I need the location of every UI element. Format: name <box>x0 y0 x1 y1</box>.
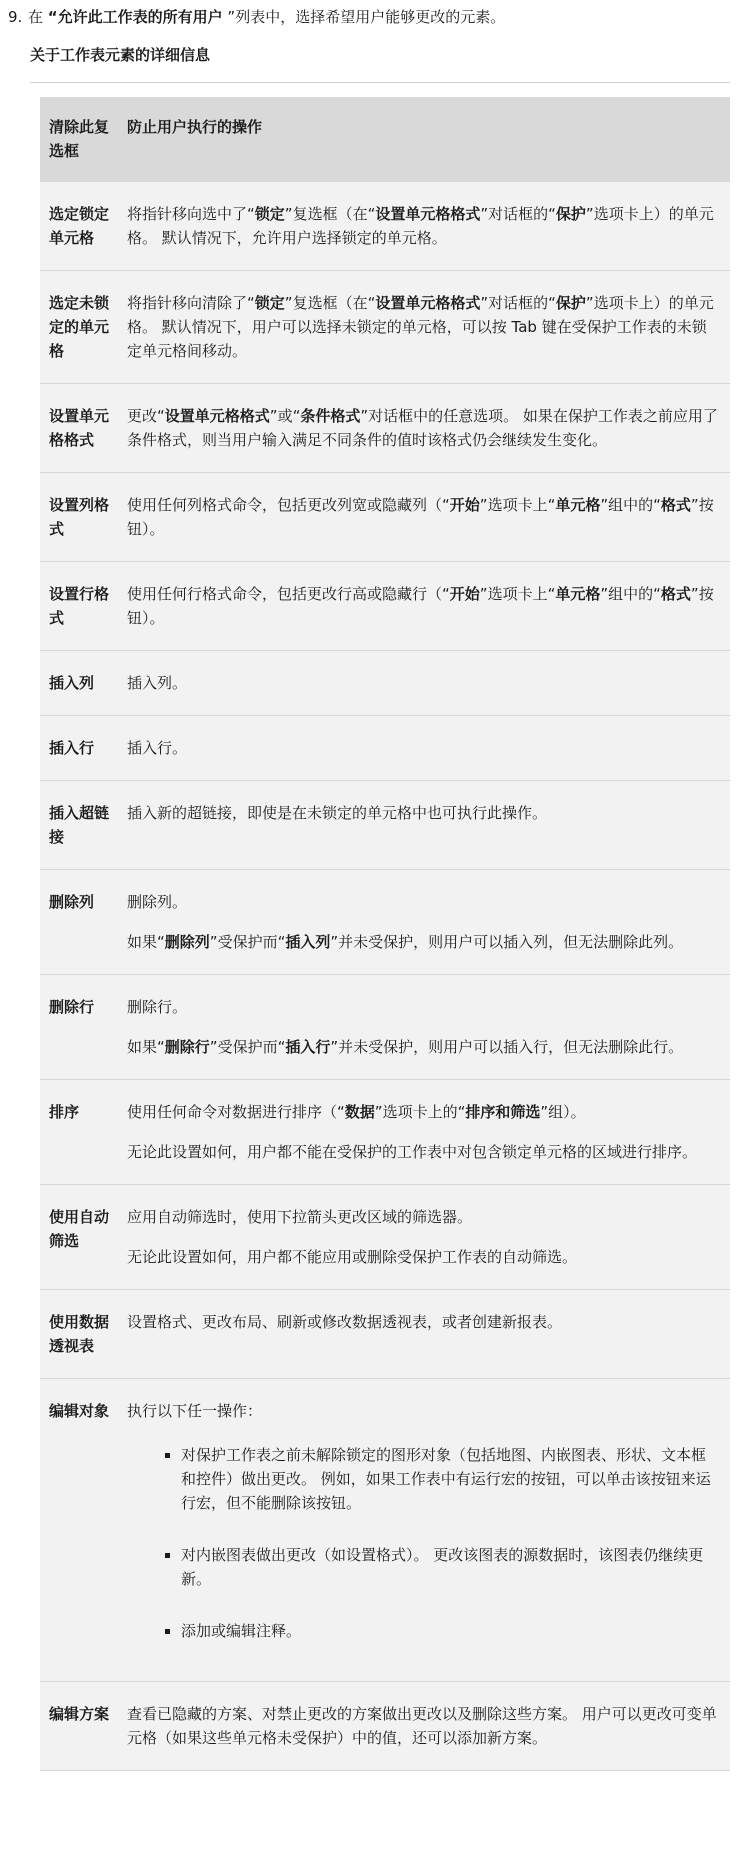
text-run: 将指针移向清除了“ <box>127 294 255 312</box>
text-run: ”并未受保护，则用户可以插入行，但无法删除此行。 <box>330 1038 684 1056</box>
text-run: 应用自动筛选时，使用下拉箭头更改区域的筛选器。 <box>127 1208 473 1226</box>
description-paragraph <box>127 1205 718 1229</box>
element-name: 使用数据透视表 <box>49 1313 110 1355</box>
element-name: 插入列 <box>49 674 95 692</box>
description-paragraph <box>127 890 718 914</box>
bold-term: 锁定 <box>254 205 285 223</box>
list-item: ▪ 添加或编辑注释。 <box>181 1619 718 1643</box>
element-name: 设置单元格格式 <box>49 407 110 449</box>
element-name: 插入行 <box>49 739 95 757</box>
text-run: 更改“ <box>127 407 165 425</box>
element-description <box>127 1290 730 1378</box>
note-paragraph <box>127 1245 718 1269</box>
element-description <box>127 781 730 869</box>
bold-term: 开始 <box>449 585 480 603</box>
description-paragraph <box>127 202 718 250</box>
description-paragraph <box>127 404 718 452</box>
element-name: 编辑对象 <box>49 1402 110 1420</box>
table-row <box>40 1290 730 1379</box>
text-run: 使用任何行格式命令，包括更改行高或隐藏行（“ <box>127 585 450 603</box>
element-name: 删除行 <box>49 998 95 1016</box>
description-paragraph <box>127 736 718 760</box>
text-run: ”选项卡上的“ <box>374 1103 466 1121</box>
text-run: 使用任何命令对数据进行排序（“ <box>127 1103 345 1121</box>
description-paragraph <box>127 1399 718 1423</box>
text-run: 设置格式、更改布局、刷新或修改数据透视表，或者创建新报表。 <box>127 1313 563 1331</box>
table-row <box>40 781 730 870</box>
description-paragraph <box>127 291 718 363</box>
table-row <box>40 1379 730 1682</box>
element-name: 设置行格式 <box>49 585 110 627</box>
element-description <box>127 1185 730 1289</box>
bold-term: 插入行 <box>285 1038 331 1056</box>
text-run: 删除行。 <box>127 998 188 1016</box>
list-item: ▪ 对内嵌图表做出更改（如设置格式）。 更改该图表的源数据时，该图表仍继续更新。 <box>181 1543 718 1591</box>
table-header <box>40 97 730 182</box>
step-number: 9. <box>8 8 23 26</box>
details-title: 关于工作表元素的详细信息 <box>30 44 730 83</box>
note-paragraph <box>127 1140 718 1164</box>
text-run: 无论此设置如何，用户都不能应用或删除受保护工作表的自动筛选。 <box>127 1248 578 1266</box>
description-paragraph <box>127 671 718 695</box>
note-paragraph <box>127 930 718 954</box>
table-row <box>40 182 730 271</box>
text-run: ”受保护而“ <box>209 1038 286 1056</box>
list-item: ▪ 对保护工作表之前未解除锁定的图形对象（包括地图、内嵌图表、形状、文本框和控件）做出更改。 例如，如果工作表中有运行宏的按钮，可以单击该按钮来运行宏，但不能删除该按钮。 <box>181 1443 718 1515</box>
step-prefix: 在 <box>28 8 48 26</box>
element-description <box>127 271 730 383</box>
table-row <box>40 870 730 975</box>
description-paragraph <box>127 1310 718 1334</box>
description-paragraph <box>127 801 718 825</box>
bold-term: 数据 <box>344 1103 375 1121</box>
element-name: 设置列格式 <box>49 496 110 538</box>
bold-term: 格式 <box>660 585 691 603</box>
element-name: 删除列 <box>49 893 95 911</box>
text-run: ”组）。 <box>540 1103 586 1121</box>
description-paragraph <box>127 1702 718 1750</box>
text-run: ”按钮）。 <box>127 496 714 538</box>
element-name: 选定锁定单元格 <box>49 205 110 247</box>
text-run: 如果“ <box>127 1038 165 1056</box>
table-row <box>40 1185 730 1290</box>
bold-term: 设置单元格格式 <box>164 407 270 425</box>
element-description <box>127 1379 730 1681</box>
text-run: 插入新的超链接，即使是在未锁定的单元格中也可执行此操作。 <box>127 804 548 822</box>
bold-term: 保护 <box>555 205 586 223</box>
bold-term: 条件格式 <box>300 407 361 425</box>
element-description <box>127 473 730 561</box>
table-row <box>40 562 730 651</box>
text-run: 使用任何列格式命令，包括更改列宽或隐藏列（“ <box>127 496 450 514</box>
bold-term: 删除列 <box>164 933 210 951</box>
element-description <box>127 1682 730 1770</box>
text-run: ”并未受保护，则用户可以插入列，但无法删除此列。 <box>330 933 684 951</box>
text-run: ”选项卡上“ <box>479 496 556 514</box>
details-section <box>30 44 730 1771</box>
table-row <box>40 975 730 1080</box>
text-run: ”按钮）。 <box>127 585 714 627</box>
elements-table <box>40 97 730 1771</box>
bold-term: 单元格 <box>555 496 601 514</box>
text-run: 删除列。 <box>127 893 188 911</box>
header-col1: 清除此复选框 <box>49 118 110 160</box>
text-run: ”选项卡上“ <box>479 585 556 603</box>
table-row <box>40 651 730 716</box>
text-run: ”组中的“ <box>600 496 661 514</box>
text-run: ”或“ <box>269 407 301 425</box>
description-paragraph <box>127 1100 718 1124</box>
text-run: 查看已隐藏的方案、对禁止更改的方案做出更改以及删除这些方案。 用户可以更改可变单元格（如果这些单元格未受保护）中的值，还可以添加新方案。 <box>127 1705 717 1747</box>
text-run: ”选项卡上）的单元格。 默认情况下，允许用户选择锁定的单元格。 <box>127 205 714 247</box>
element-description <box>127 716 730 780</box>
step-suffix: ”列表中，选择希望用户能够更改的元素。 <box>222 8 506 26</box>
bold-term: 设置单元格格式 <box>375 205 481 223</box>
description-paragraph <box>127 493 718 541</box>
element-description <box>127 870 730 974</box>
text-run: 将指针移向选中了“ <box>127 205 255 223</box>
text-run: 执行以下任一操作： <box>127 1402 263 1420</box>
table-row <box>40 473 730 562</box>
note-paragraph <box>127 1035 718 1059</box>
element-description <box>127 1080 730 1184</box>
text-run: ”对话框中的任意选项。 如果在保护工作表之前应用了条件格式，则当用户输入满足不同条件的值时该格式仍会继续发生变化。 <box>127 407 718 449</box>
text-run: 插入列。 <box>127 674 188 692</box>
text-run: ”组中的“ <box>600 585 661 603</box>
element-name: 排序 <box>49 1103 80 1121</box>
text-run: ”对话框的“ <box>480 205 556 223</box>
bold-term: 插入列 <box>285 933 331 951</box>
bold-term: 保护 <box>555 294 586 312</box>
table-row <box>40 384 730 473</box>
element-description <box>127 384 730 472</box>
description-paragraph <box>127 582 718 630</box>
table-row <box>40 271 730 384</box>
bold-term: 排序和筛选 <box>465 1103 541 1121</box>
description-paragraph <box>127 995 718 1019</box>
table-row <box>40 716 730 781</box>
element-description <box>127 975 730 1079</box>
element-name: 选定未锁定的单元格 <box>49 294 110 360</box>
element-name: 编辑方案 <box>49 1705 110 1723</box>
bullet-list <box>127 1443 718 1643</box>
element-description <box>127 562 730 650</box>
text-run: ”对话框的“ <box>480 294 556 312</box>
bold-term: 锁定 <box>254 294 285 312</box>
step-bold: “允许此工作表的所有用户 <box>47 8 223 26</box>
bold-term: 删除行 <box>164 1038 210 1056</box>
text-run: ”复选框（在“ <box>284 294 376 312</box>
table-row <box>40 1080 730 1185</box>
table-row <box>40 1682 730 1771</box>
bold-term: 开始 <box>449 496 480 514</box>
bold-term: 设置单元格格式 <box>375 294 481 312</box>
element-description <box>127 182 730 270</box>
bold-term: 格式 <box>660 496 691 514</box>
text-run: 插入行。 <box>127 739 188 757</box>
text-run: 如果“ <box>127 933 165 951</box>
text-run: ”受保护而“ <box>209 933 286 951</box>
element-name: 插入超链接 <box>49 804 110 846</box>
text-run: ”复选框（在“ <box>284 205 376 223</box>
bold-term: 单元格 <box>555 585 601 603</box>
table-body <box>40 182 730 1771</box>
step-9 <box>8 6 505 28</box>
element-name: 使用自动筛选 <box>49 1208 110 1250</box>
element-description <box>127 651 730 715</box>
header-col2: 防止用户执行的操作 <box>127 118 263 136</box>
text-run: 无论此设置如何，用户都不能在受保护的工作表中对包含锁定单元格的区域进行排序。 <box>127 1143 698 1161</box>
text-run: ”选项卡上）的单元格。 默认情况下，用户可以选择未锁定的单元格，可以按 Tab 键在受保护工作表的未锁定单元格间移动。 <box>127 294 714 360</box>
